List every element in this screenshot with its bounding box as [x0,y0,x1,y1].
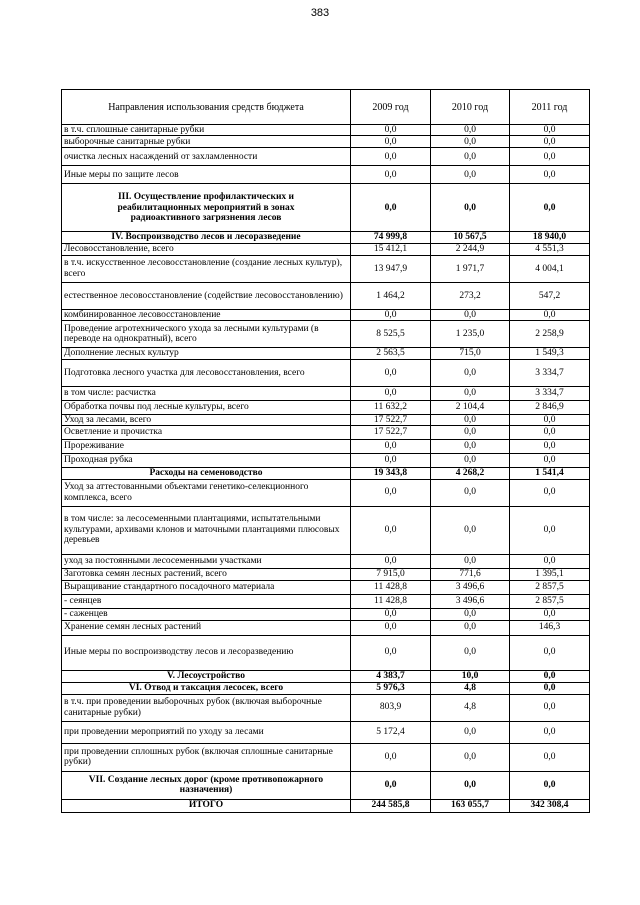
value-2011: 4 551,3 [510,243,590,255]
value-2011: 2 857,5 [510,580,590,594]
row-label: Дополнение лесных культур [62,348,351,359]
value-2009: 0,0 [351,440,431,454]
value-2010: 1 971,7 [431,255,510,282]
section-row [62,771,590,799]
value-2011: 18 940,0 [510,232,590,243]
value-2011: 4 004,1 [510,255,590,282]
table-row [62,479,590,506]
value-2011: 0,0 [510,743,590,771]
table-row [62,694,590,721]
value-2011: 1 549,3 [510,348,590,359]
value-2009: 0,0 [351,359,431,386]
value-2011: 0,0 [510,670,590,682]
value-2011: 2 846,9 [510,400,590,414]
value-2010: 0,0 [431,309,510,320]
header-directions: Направления использования средств бюджета [62,90,351,125]
value-2009: 0,0 [351,608,431,620]
value-2010: 0,0 [431,386,510,400]
value-2011: 0,0 [510,721,590,743]
row-label: в т.ч. при проведении выборочных рубок (включая выборочные санитарные рубки) [62,694,351,721]
section-label: VI. Отвод и таксация лесосек, всего [62,682,351,694]
table-row [62,426,590,440]
value-2009: 803,9 [351,694,431,721]
value-2009: 0,0 [351,771,431,799]
table-row [62,148,590,166]
value-2011: 3 334,7 [510,386,590,400]
value-2010: 0,0 [431,125,510,136]
value-2010: 4,8 [431,694,510,721]
budget-table [61,89,590,813]
value-2009: 0,0 [351,554,431,568]
value-2011: 0,0 [510,506,590,554]
value-2010: 0,0 [431,608,510,620]
value-2011: 2 857,5 [510,594,590,608]
value-2011: 0,0 [510,479,590,506]
table-row [62,136,590,148]
value-2010: 0,0 [431,166,510,184]
value-2011: 1 395,1 [510,568,590,580]
row-label: при проведении сплошных рубок (включая сплошные санитарные рубки) [62,743,351,771]
value-2009: 1 464,2 [351,282,431,309]
value-2011: 2 258,9 [510,321,590,348]
value-2009: 74 999,8 [351,232,431,243]
value-2011: 0,0 [510,635,590,670]
row-label: Иные меры по воспроизводству лесов и лесоразведению [62,635,351,670]
table-row [62,594,590,608]
value-2010: 0,0 [431,440,510,454]
value-2010: 3 496,6 [431,594,510,608]
total-2011: 342 308,4 [510,799,590,812]
value-2011: 0,0 [510,426,590,440]
value-2009: 0,0 [351,166,431,184]
value-2010: 0,0 [431,426,510,440]
row-label: - саженцев [62,608,351,620]
row-label: в том числе: расчистка [62,386,351,400]
table-row [62,414,590,425]
row-label: естественное лесовосстановление (содействие лесовосстановлению) [62,282,351,309]
total-label: ИТОГО [62,799,351,812]
table-row [62,721,590,743]
row-label: в том числе: за лесосеменными плантациями, испытательными культурами, архивами клонов и маточными плантациями плюсовых деревьев [62,506,351,554]
section-label: III. Осуществление профилактических и реабилитационных мероприятий в зонах радиоактивного загрязнения лесов [62,184,351,232]
table-row [62,568,590,580]
value-2010: 0,0 [431,721,510,743]
value-2011: 0,0 [510,309,590,320]
value-2009: 11 428,8 [351,594,431,608]
value-2010: 0,0 [431,635,510,670]
table-row [62,743,590,771]
value-2010: 0,0 [431,479,510,506]
row-label: уход за постоянными лесосеменными участками [62,554,351,568]
table-row [62,608,590,620]
value-2010: 0,0 [431,620,510,635]
value-2009: 0,0 [351,184,431,232]
table-row [62,635,590,670]
value-2010: 0,0 [431,771,510,799]
table-row [62,454,590,468]
row-label: Проходная рубка [62,454,351,468]
value-2009: 0,0 [351,125,431,136]
value-2009: 0,0 [351,506,431,554]
row-label: Обработка почвы под лесные культуры, всего [62,400,351,414]
section-label: VII. Создание лесных дорог (кроме противопожарного назначения) [62,771,351,799]
value-2010: 273,2 [431,282,510,309]
value-2010: 1 235,0 [431,321,510,348]
value-2009: 0,0 [351,635,431,670]
value-2011: 1 541,4 [510,468,590,479]
value-2009: 2 563,5 [351,348,431,359]
value-2011: 547,2 [510,282,590,309]
value-2011: 0,0 [510,136,590,148]
row-label: Выращивание стандартного посадочного материала [62,580,351,594]
table-row [62,620,590,635]
value-2009: 0,0 [351,309,431,320]
value-2010: 0,0 [431,359,510,386]
row-label: комбинированное лесовосстановление [62,309,351,320]
row-label: Прореживание [62,440,351,454]
value-2011: 0,0 [510,682,590,694]
header-row [62,90,590,125]
value-2010: 2 104,4 [431,400,510,414]
header-2009: 2009 год [351,90,431,125]
value-2011: 0,0 [510,148,590,166]
section-row [62,184,590,232]
value-2010: 10 567,5 [431,232,510,243]
value-2010: 0,0 [431,554,510,568]
total-row [62,799,590,812]
value-2009: 7 915,0 [351,568,431,580]
value-2010: 10,0 [431,670,510,682]
value-2009: 0,0 [351,454,431,468]
table-row [62,580,590,594]
value-2011: 0,0 [510,440,590,454]
row-label: Уход за аттестованными объектами генетико-селекционного комплекса, всего [62,479,351,506]
value-2009: 4 383,7 [351,670,431,682]
value-2009: 8 525,5 [351,321,431,348]
row-label: Подготовка лесного участка для лесовосстановления, всего [62,359,351,386]
row-label: в т.ч. искусственное лесовосстановление (создание лесных культур), всего [62,255,351,282]
value-2009: 0,0 [351,386,431,400]
value-2009: 5 976,3 [351,682,431,694]
header-2010: 2010 год [431,90,510,125]
row-label: Заготовка семян лесных растений, всего [62,568,351,580]
total-2010: 163 055,7 [431,799,510,812]
value-2009: 11 428,8 [351,580,431,594]
row-label: Уход за лесами, всего [62,414,351,425]
value-2010: 0,0 [431,454,510,468]
value-2010: 0,0 [431,148,510,166]
row-label: выборочные санитарные рубки [62,136,351,148]
table-row [62,554,590,568]
total-2009: 244 585,8 [351,799,431,812]
table-row [62,359,590,386]
value-2010: 0,0 [431,414,510,425]
value-2011: 0,0 [510,608,590,620]
section-row [62,232,590,243]
value-2009: 0,0 [351,479,431,506]
value-2009: 11 632,2 [351,400,431,414]
value-2011: 0,0 [510,694,590,721]
table-row [62,166,590,184]
section-row [62,670,590,682]
value-2009: 0,0 [351,136,431,148]
value-2009: 5 172,4 [351,721,431,743]
row-label: при проведении мероприятий по уходу за лесами [62,721,351,743]
value-2009: 19 343,8 [351,468,431,479]
value-2010: 4 268,2 [431,468,510,479]
table-row [62,282,590,309]
value-2011: 3 334,7 [510,359,590,386]
page-number: 383 [310,7,330,19]
row-label: в т.ч. сплошные санитарные рубки [62,125,351,136]
section-row [62,468,590,479]
row-label: Осветление и прочистка [62,426,351,440]
value-2009: 13 947,9 [351,255,431,282]
value-2010: 715,0 [431,348,510,359]
section-label: V. Лесоустройство [62,670,351,682]
row-label: Проведение агротехнического ухода за лесными культурами (в переводе на однократный), всего [62,321,351,348]
value-2011: 0,0 [510,184,590,232]
value-2009: 0,0 [351,148,431,166]
value-2010: 3 496,6 [431,580,510,594]
row-label: - сеянцев [62,594,351,608]
value-2010: 771,6 [431,568,510,580]
value-2010: 0,0 [431,506,510,554]
row-label: очистка лесных насаждений от захламленности [62,148,351,166]
value-2011: 0,0 [510,414,590,425]
value-2011: 0,0 [510,166,590,184]
row-label: Хранение семян лесных растений [62,620,351,635]
table-row [62,255,590,282]
row-label: Иные меры по защите лесов [62,166,351,184]
value-2009: 17 522,7 [351,426,431,440]
value-2009: 17 522,7 [351,414,431,425]
section-label: Расходы на семеноводство [62,468,351,479]
value-2010: 0,0 [431,743,510,771]
value-2010: 0,0 [431,184,510,232]
table-row [62,440,590,454]
table-row [62,321,590,348]
value-2010: 2 244,9 [431,243,510,255]
table-row [62,125,590,136]
table-row [62,506,590,554]
table-row [62,309,590,320]
value-2009: 0,0 [351,620,431,635]
value-2011: 0,0 [510,771,590,799]
value-2010: 4,8 [431,682,510,694]
table-row [62,386,590,400]
section-row [62,682,590,694]
row-label: Лесовосстановление, всего [62,243,351,255]
section-label: IV. Воспроизводство лесов и лесоразведение [62,232,351,243]
table-row [62,400,590,414]
header-2011: 2011 год [510,90,590,125]
value-2011: 0,0 [510,454,590,468]
value-2011: 0,0 [510,554,590,568]
value-2009: 0,0 [351,743,431,771]
value-2010: 0,0 [431,136,510,148]
table-row [62,348,590,359]
table-row [62,243,590,255]
value-2011: 0,0 [510,125,590,136]
value-2009: 15 412,1 [351,243,431,255]
value-2011: 146,3 [510,620,590,635]
